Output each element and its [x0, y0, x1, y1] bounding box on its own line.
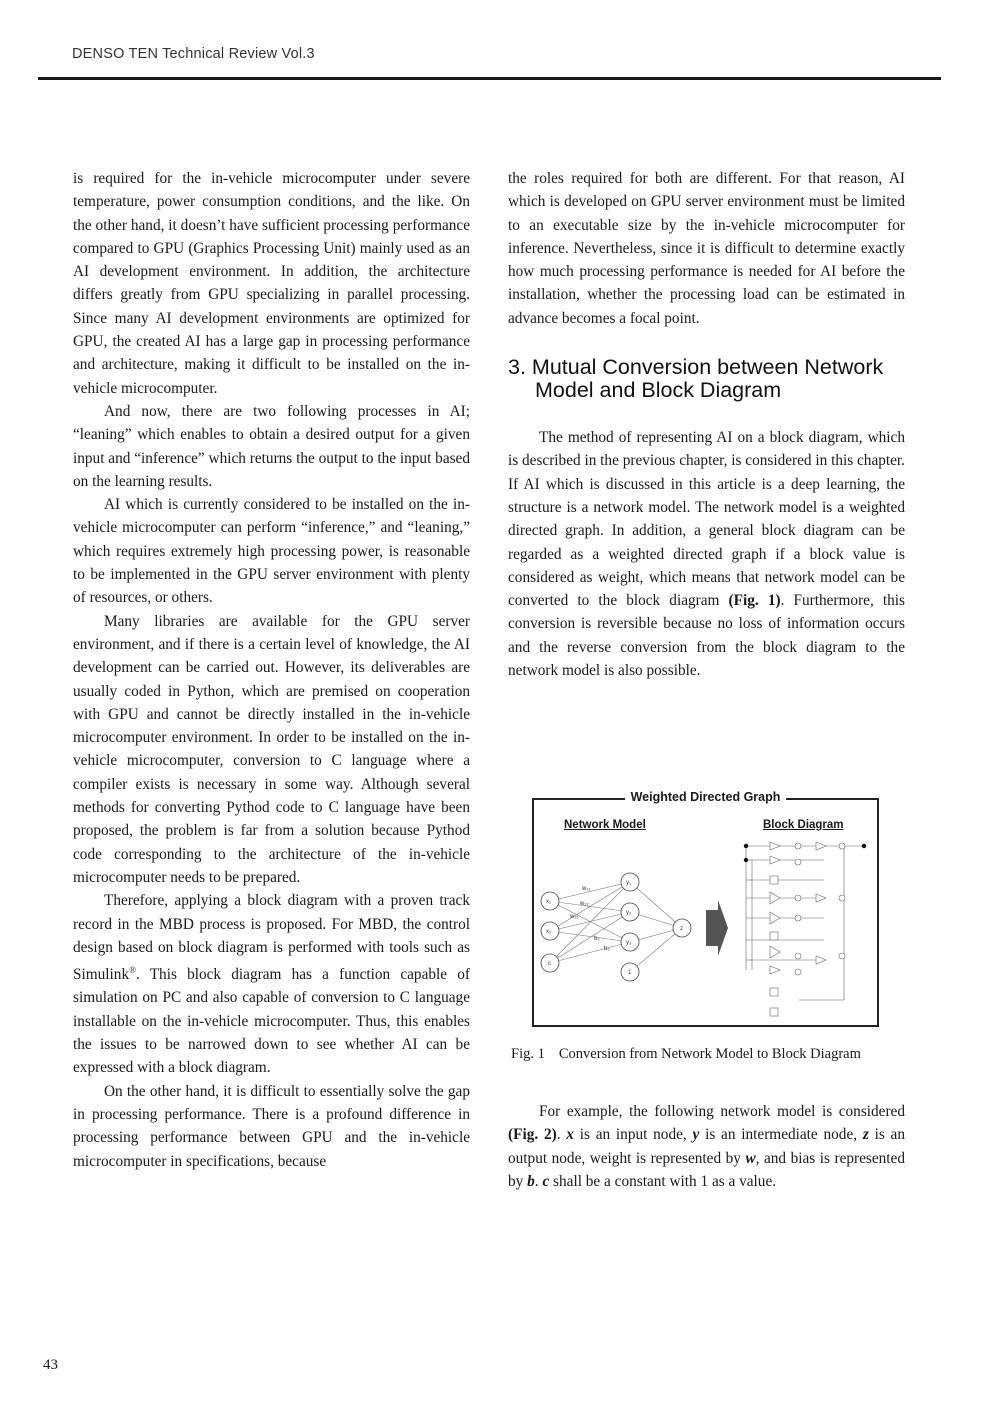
svg-text:b₃: b₃ — [604, 946, 610, 952]
paragraph — [508, 1100, 905, 1193]
svg-text:x₂: x₂ — [546, 929, 552, 935]
figure-title: Weighted Directed Graph — [625, 790, 787, 804]
paragraph-text: The method of representing AI on a block diagram, which is described in the previous chapter, is considered in this chapter. If AI which is discussed in this article is a deep learning, the structure is a network model. The network model is a weighted directed graph. In addition, a general block diagram can be regarded as a weighted directed graph if a block value is considered as weight, which means that network model can be converted to the block diagram — [508, 429, 905, 610]
paragraph: And now, there are two following processes in AI; “leaning” which enables to obtain a desired output for a given input and “inference” which returns the output to the input based on the learning results. — [73, 402, 470, 490]
network-edges — [550, 882, 682, 972]
block-diagram-lines — [746, 846, 864, 1000]
figure-caption — [511, 1046, 861, 1063]
paragraph: AI which is currently considered to be installed on the in-vehicle microcomputer can perform “inference,” and “leaning,” which requires extremely high processing power, is reasonable to be implemented in the GPU server environment with plenty of resources, or others. — [73, 496, 470, 607]
right-column — [508, 167, 905, 682]
paragraph-text: . This block diagram has a function capable of simulation on PC and also capable of conversion to C language installable on the in-vehicle microcomputer. Thus, this enables the issues to be narrowed down to see whether AI can be expressed with a block diagram. — [73, 966, 470, 1077]
paragraph-text: is an output node, weight is represented by — [508, 1126, 905, 1167]
math-variable: c — [542, 1172, 550, 1190]
conversion-arrow-icon — [706, 900, 728, 956]
network-model-label: Network Model — [564, 819, 646, 831]
paragraph — [508, 426, 905, 682]
paragraph-text: For example, the following network model is considered — [539, 1103, 905, 1120]
paragraph-text: shall be a constant with 1 as a value. — [549, 1172, 777, 1190]
svg-text:y₂: y₂ — [626, 910, 632, 916]
paragraph: Many libraries are available for the GPU server environment, and if there is a certain level of knowledge, the AI development can be carried out. However, its deliverables are usually coded in Python, which are premised on cooperation with GPU and cannot be directly installed in the in-vehicle microcomputer environment. In order to be installed on the in-vehicle microcomputer, conversion to C language where a compiler exists is necessary in some way. Although several methods for converting Pythod code to C language have been proposed, the problem is far from a solution because Pythod code corresponding to the architecture of the in-vehicle microcomputer needs to be prepared. — [73, 612, 470, 886]
right-column-continued — [508, 1100, 905, 1193]
conversion-diagram — [534, 800, 877, 1025]
svg-text:y₃: y₃ — [626, 940, 632, 946]
paragraph: On the other hand, it is difficult to essentially solve the gap in processing performance. There is a profound difference in processing performance between GPU and the in-vehicle microcomputer in specifications, because — [73, 1082, 470, 1170]
network-node-labels — [546, 880, 683, 976]
svg-text:w₁₁: w₁₁ — [582, 886, 591, 892]
paragraph-text: . — [534, 1172, 543, 1190]
figure-weighted-directed-graph — [532, 790, 879, 1027]
paragraph-text: . Furthermore, this conversion is reversible because no loss of information occurs and the reverse conversion from the block diagram to the network model is also possible. — [508, 592, 905, 680]
caption-label: Fig. 1 — [511, 1046, 545, 1062]
paragraph — [73, 889, 470, 1079]
svg-text:1: 1 — [628, 970, 632, 976]
svg-text:b₂: b₂ — [594, 936, 600, 942]
math-variable: w — [745, 1149, 756, 1167]
math-variable: b — [527, 1172, 535, 1190]
math-variable: y — [692, 1126, 700, 1144]
header-rule — [38, 77, 941, 80]
svg-text:y₁: y₁ — [626, 880, 632, 886]
svg-text:c: c — [548, 961, 551, 967]
paragraph-text: is an intermediate node, — [699, 1126, 863, 1144]
svg-text:w₂₁: w₂₁ — [570, 914, 579, 920]
section-heading: 3. Mutual Conversion between Network Model and Block Diagram — [508, 355, 884, 403]
figure-reference: (Fig. 2) — [508, 1126, 557, 1144]
paragraph: is required for the in-vehicle microcomputer under severe temperature, power consumption conditions, and the like. On the other hand, it doesn’t have sufficient processing performance compared to GPU (Graphics Processing Unit) mainly used as an AI development environment. In addition, the architecture differs greatly from GPU specializing in parallel processing. Since many AI development environments are optimized for GPU, the created AI has a large gap in processing performance and architecture, making it difficult to be installed on the in-vehicle microcomputer. — [73, 170, 470, 397]
svg-text:x₁: x₁ — [546, 899, 552, 905]
page-number: 43 — [43, 1357, 58, 1373]
left-column — [73, 167, 470, 1173]
caption-text: Conversion from Network Model to Block Diagram — [558, 1046, 861, 1062]
block-diagram-ports — [744, 844, 866, 862]
journal-header: DENSO TEN Technical Review Vol.3 — [72, 46, 315, 62]
block-diagram-label: Block Diagram — [763, 819, 844, 831]
svg-text:w₁₂: w₁₂ — [580, 901, 589, 907]
block-diagram-blocks — [770, 842, 845, 1016]
svg-text:z: z — [680, 926, 683, 932]
network-nodes — [541, 873, 691, 981]
paragraph-text: . — [556, 1126, 567, 1144]
math-variable: x — [566, 1126, 574, 1144]
registered-mark: ® — [129, 965, 136, 976]
paragraph-text: , and bias is represented by — [508, 1149, 905, 1190]
figure-reference: (Fig. 1) — [728, 592, 781, 610]
paragraph-text: Therefore, applying a block diagram with a proven track record in the MBD process is proposed. For MBD, the control design based on block diagram is performed with tools such as Simulink — [73, 892, 470, 984]
math-variable: z — [862, 1126, 869, 1144]
paragraph-text: is an input node, — [573, 1126, 693, 1144]
paragraph: the roles required for both are different. For that reason, AI which is developed on GPU server environment must be limited to an executable size by the in-vehicle microcomputer for inference. Nevertheless, since it is difficult to determine exactly how much processing performance is needed for AI before the installation, whether the processing load can be estimated in advance becomes a focal point. — [508, 170, 905, 327]
